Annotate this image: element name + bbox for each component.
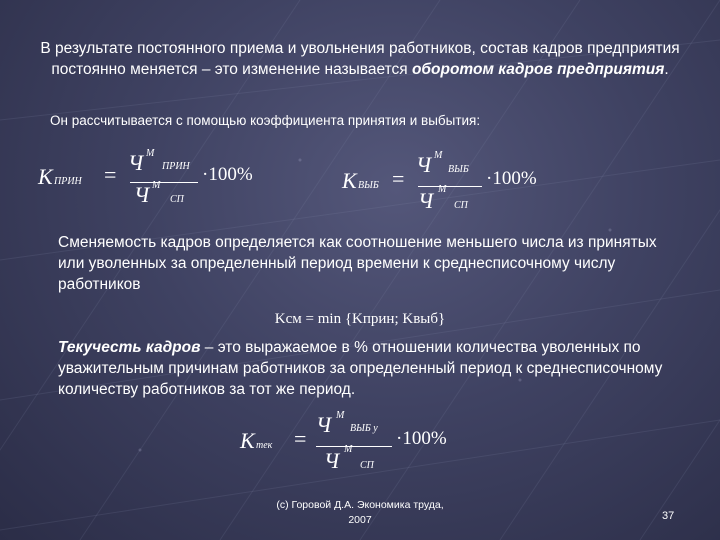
formula-leave-den-sub: СП <box>454 200 468 211</box>
footer-line-1: (с) Горовой Д.А. Экономика труда, <box>276 499 444 511</box>
formula-hire-numerator: Ч <box>128 150 144 175</box>
formula-leave-numerator: Ч <box>416 152 432 177</box>
intro-end: . <box>664 61 669 78</box>
formula-leave <box>342 150 582 216</box>
formula-hire-tail: ·100% <box>202 164 253 185</box>
footer-line-2: 2007 <box>348 514 372 526</box>
formula-turnover-numerator: Ч <box>316 412 332 437</box>
page-number: 37 <box>662 510 675 522</box>
formula-turnover-den-sup: М <box>344 444 353 455</box>
formula-leave-tail: ·100% <box>486 168 537 189</box>
formula-hire-den-sub: СП <box>170 194 184 205</box>
formula-leave-num-sup: М <box>434 150 443 161</box>
replacement-paragraph: Сменяемость кадров определяется как соотношение меньшего числа из принятых или уволенных за определенный период времени к среднесписочному числу работников <box>58 234 657 293</box>
formula-leave-equals: = <box>392 166 405 191</box>
intro-paragraph <box>40 38 680 80</box>
formula-leave-lhs: K <box>342 168 357 193</box>
intro-term: оборотом кадров предприятия <box>411 61 665 78</box>
formula-leave-num-sub: ВЫБ <box>448 164 469 175</box>
formula-hire <box>38 148 278 210</box>
formula-turnover-lhs: K <box>240 428 255 453</box>
ksm-formula: Kсм = min {Kприн; Kвыб} <box>274 311 446 327</box>
turnover-term: Текучесть кадров <box>58 339 201 356</box>
intro-lead: В результате постоянного приема и увольнения работников, состав кадров предприятия постоянно меняется – это изменение называется <box>40 40 680 78</box>
formula-hire-denominator: Ч <box>134 182 150 207</box>
formula-leave-denominator: Ч <box>418 188 434 213</box>
turnover-rest: – это выражаемое в % отношении количества уволенных по уважительным причинам работников за определенный период к среднесписочному количеству работников за тот же период. <box>58 339 663 398</box>
formula-turnover-denominator: Ч <box>324 448 340 473</box>
formula-turnover-equals: = <box>294 426 307 451</box>
formula-hire-num-sup: М <box>146 148 155 159</box>
formula-hire-den-sup: М <box>152 180 161 191</box>
formula-leave-fraction-bar <box>418 186 482 187</box>
formula-turnover-lhs-sub: тек <box>256 440 273 451</box>
formula-hire-num-sub: ПРИН <box>162 161 190 172</box>
formula-turnover <box>240 410 470 476</box>
calc-line: Он рассчитывается с помощью коэффициента принятия и выбытия: <box>50 113 481 128</box>
formula-hire-lhs-sub: ПРИН <box>54 176 82 187</box>
footer-credit <box>250 498 470 528</box>
formula-hire-lhs: K <box>38 164 53 189</box>
turnover-paragraph <box>58 337 678 400</box>
formula-leave-den-sup: М <box>438 184 447 195</box>
formula-turnover-num-sub: ВЫБ у <box>350 423 378 434</box>
formula-turnover-den-sub: СП <box>360 460 374 471</box>
formula-turnover-fraction-bar <box>316 446 392 447</box>
formula-turnover-tail: ·100% <box>396 428 447 449</box>
formula-leave-lhs-sub: ВЫБ <box>358 180 379 191</box>
formula-turnover-num-sup: М <box>336 410 345 421</box>
formula-hire-equals: = <box>104 162 117 187</box>
